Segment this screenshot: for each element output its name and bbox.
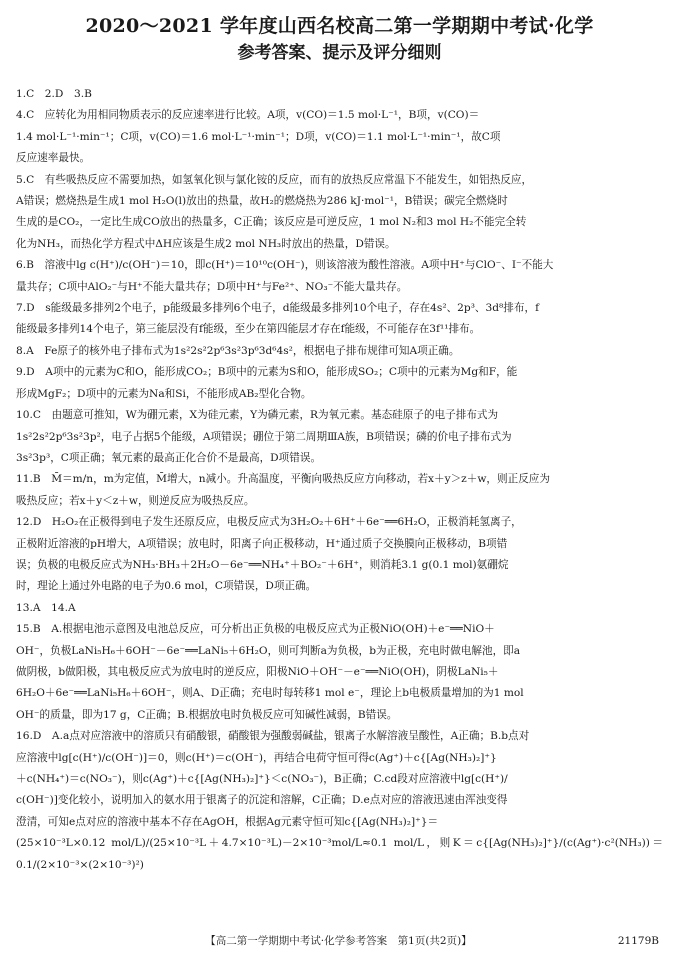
document-title: 2020～2021 学年度山西名校高二第一学期期中考试·化学 — [85, 15, 594, 37]
answer-line: 误；负极的电极反应式为NH₃·BH₃＋2H₂O－6e⁻══NH₄⁺＋BO₂⁻＋6H⁺，则消耗3.1 g(0.1 mol)氨硼烷 — [16, 558, 509, 571]
answer-line: OH⁻的质量，即为17 g，C正确；B.根据放电时负极反应可知碱性减弱，B错误。 — [16, 708, 398, 721]
answer-line: 量共存；C项中AlO₂⁻与H⁺不能大量共存；D项中H⁺与Fe²⁺、NO₃⁻不能大量共存。 — [16, 280, 408, 293]
answer-line: 化为NH₃，而热化学方程式中ΔH应该是生成2 mol NH₃时放出的热量，D错误。 — [16, 237, 396, 250]
answers-list — [16, 84, 663, 876]
answer-line: 4.C 应转化为用相同物质表示的反应速率进行比较。A项，v(CO)＝1.5 mol·L⁻¹，B项，v(CO)＝ — [16, 109, 480, 122]
answer-line: 1.4 mol·L⁻¹·min⁻¹；C项，v(CO)＝1.6 mol·L⁻¹·min⁻¹；D项，v(CO)＝1.1 mol·L⁻¹·min⁻¹，故C项 — [16, 130, 501, 143]
answer-line: 澄清，可知e点对应的溶液中基本不存在AgOH，根据Ag元素守恒可知c{[Ag(NH₃)₂]⁺}＝ — [16, 815, 439, 828]
answer-line: 13.A 14.A — [16, 601, 76, 614]
answer-item — [16, 105, 663, 169]
answer-item — [16, 255, 663, 298]
answer-item — [16, 84, 663, 105]
answer-item — [16, 341, 663, 362]
answer-line: 3s²3p³，C项正确；氧元素的最高正化合价不是最高，D项错误。 — [16, 451, 322, 464]
answer-line: OH⁻，负极LaNi₅H₆＋6OH⁻－6e⁻══LaNi₅＋6H₂O，则可判断a为负极，b为正极，充电时做电解池，即a — [16, 644, 521, 657]
answer-line: 9.D A项中的元素为C和O，能形成CO₂；B项中的元素为S和O，能形成SO₂；C项中的元素为Mg和F，能 — [16, 366, 518, 379]
document-subtitle: 参考答案、提示及评分细则 — [237, 43, 442, 63]
answer-line: 反应速率最快。 — [16, 152, 91, 165]
answer-line: 16.D A.a点对应溶液中的溶质只有硝酸银，硝酸银为强酸弱碱盐，银离子水解溶液呈酸性，A正确；B.b点对 — [16, 730, 530, 743]
answer-line: ＋c(NH₄⁺)＝c(NO₃⁻)，则c(Ag⁺)＋c{[Ag(NH₃)₂]⁺}＜c(NO₃⁻)，B正确；C.cd段对应溶液中lg[c(H⁺)/ — [16, 773, 508, 785]
answer-line: 做阴极，b做阳极，其电极反应式为放电时的逆反应，阳极NiO＋OH⁻－e⁻══NiO(OH)，阴极LaNi₅＋ — [16, 665, 499, 678]
answer-line: 吸热反应；若x＋y＜z＋w，则逆反应为吸热反应。 — [16, 494, 255, 507]
answer-line: 11.B M̄＝m/n，m为定值，M̄增大，n减小。升高温度，平衡向吸热反应方向移动，若x＋y＞z＋w，则正反应为 — [16, 473, 550, 486]
answer-line: 6H₂O＋6e⁻══LaNi₅H₆＋6OH⁻，则A、D正确；充电时每转移1 mol e⁻，理论上b电极质量增加的为1 mol — [16, 687, 524, 700]
answer-item — [16, 362, 663, 405]
answer-item — [16, 619, 663, 726]
answer-item — [16, 170, 663, 256]
answer-line: 1.C 2.D 3.B — [16, 88, 92, 100]
answer-line: 应溶液中lg[c(H⁺)/c(OH⁻)]＝0，则c(H⁺)＝c(OH⁻)，再结合电荷守恒可得c(Ag⁺)＋c{[Ag(NH₃)₂]⁺} — [16, 751, 497, 764]
answer-line: 6.B 溶液中lg c(H⁺)/c(OH⁻)＝10，即c(H⁺)＝10¹⁰c(OH⁻)，则该溶液为酸性溶液。A项中H⁺与ClO⁻、I⁻不能大 — [16, 259, 554, 272]
answer-item — [16, 598, 663, 619]
answer-line: 5.C 有些吸热反应不需要加热，如氢氧化钡与氯化铵的反应，而有的放热反应常温下不能发生，如铝热反应， — [16, 173, 533, 186]
answer-line: (25×10⁻³L×0.12 mol/L)/(25×10⁻³L＋4.7×10⁻³L)－2×10⁻³mol/L≈0.1 mol/L，则K＝c{[Ag(NH₃)₂]⁺}/(c(Ag⁺)·c²(NH₃))＝0.1/(2×10⁻³×(2×10⁻³)²) — [16, 837, 663, 871]
footer-code: 21179B — [617, 935, 659, 947]
answer-item — [16, 512, 663, 598]
answer-line: 12.D H₂O₂在正极得到电子发生还原反应，电极反应式为3H₂O₂＋6H⁺＋6e⁻══6H₂O，正极消耗氢离子， — [16, 516, 522, 529]
answer-item — [16, 405, 663, 469]
answer-line: 1s²2s²2p⁶3s²3p²，电子占据5个能级，A项错误；硼位于第二周期ⅢA族，B项错误；磷的价电子排布式为 — [16, 430, 512, 443]
answer-item — [16, 298, 663, 341]
answer-item — [16, 469, 663, 512]
answer-line: 7.D s能级最多排列2个电子，p能级最多排列6个电子，d能级最多排列10个电子，存在4s²、2p³、3d⁸排布，f — [16, 302, 540, 315]
answer-line: A错误；燃烧热是生成1 mol H₂O(l)放出的热量，故H₂的燃烧热为286 kJ·mol⁻¹，B错误；碳完全燃烧时 — [16, 195, 508, 208]
answer-item — [16, 726, 663, 876]
footer-page-info: 【高二第一学期期中考试·化学参考答案 第1页(共2页)】 — [205, 935, 472, 947]
answer-line: 时，理论上通过外电路的电子为0.6 mol，C项错误，D项正确。 — [16, 580, 317, 593]
answer-line: 正极附近溶液的pH增大，A项错误；放电时，阳离子向正极移动，H⁺通过质子交换膜向正极移动，B项错 — [16, 537, 508, 550]
answer-line: 10.C 由题意可推知，W为硼元素，X为硅元素，Y为磷元素，R为氧元素。基态硅原子的电子排布式为 — [16, 409, 499, 422]
answer-line: 形成MgF₂；D项中的元素为Na和Si，不能形成AB₂型化合物。 — [16, 387, 312, 400]
answer-line: 8.A Fe原子的核外电子排布式为1s²2s²2p⁶3s²3p⁶3d⁶4s²，根据电子排布规律可知A项正确。 — [16, 344, 460, 357]
answer-line: c(OH⁻)]变化较小，说明加入的氨水用于银离子的沉淀和溶解，C正确；D.e点对应的溶液迅速由浑浊变得 — [16, 794, 508, 807]
answer-line: 15.B A.根据电池示意图及电池总反应，可分析出正负极的电极反应式为正极NiO(OH)＋e⁻══NiO＋ — [16, 623, 495, 636]
answer-line: 生成的是CO₂，一定比生成CO放出的热量多，C正确；该反应是可逆反应，1 mol N₂和3 mol H₂不能完全转 — [16, 216, 527, 229]
answer-line: 能级最多排列14个电子，第三能层没有f能级，至少在第四能层才存在f能级，不可能存在3f¹¹排布。 — [16, 323, 481, 336]
